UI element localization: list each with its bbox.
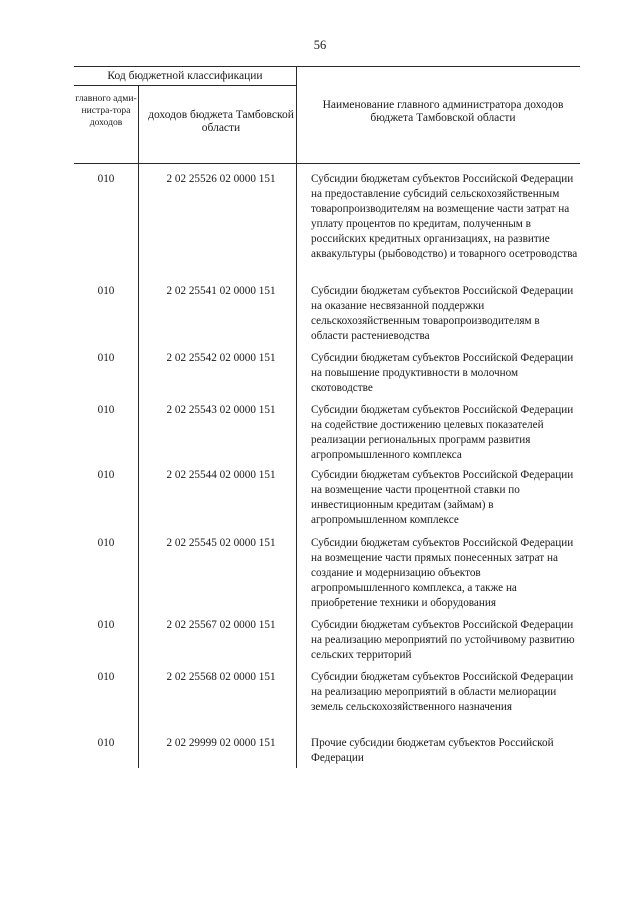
description-cell: Субсидии бюджетам субъектов Российской Федерации на реализацию мероприятий по устойчивому развитию сельских территорий xyxy=(311,619,575,661)
group-header-rule xyxy=(74,85,296,86)
budget-code-cell: 2 02 25567 02 0000 151 xyxy=(166,619,276,631)
column-divider-admin xyxy=(138,85,139,768)
budget-code-cell: 2 02 25542 02 0000 151 xyxy=(166,352,276,364)
admin-code-cell: 010 xyxy=(97,469,115,481)
admin-code-cell: 010 xyxy=(97,352,115,364)
admin-code-cell: 010 xyxy=(97,285,115,297)
budget-code-cell: 2 02 29999 02 0000 151 xyxy=(166,737,276,749)
header-bottom-rule xyxy=(74,163,580,164)
table-top-rule xyxy=(74,66,580,67)
column-header-admin: главного адми-нистра-тора доходов xyxy=(75,93,137,128)
description-cell: Субсидии бюджетам субъектов Российской Федерации на содействие достижению целевых показателей реализации региональных программ развития агропромышленного комплекса xyxy=(311,404,574,461)
admin-code-cell: 010 xyxy=(97,537,115,549)
page-number: 56 xyxy=(313,38,327,52)
column-header-code: доходов бюджета Тамбовской области xyxy=(148,109,294,134)
description-cell: Субсидии бюджетам субъектов Российской Федерации на оказание несвязанной поддержки сельскохозяйственным товаропроизводителям в области растениеводства xyxy=(311,285,574,342)
group-header-title: Код бюджетной классификации xyxy=(107,70,263,82)
description-cell: Субсидии бюджетам субъектов Российской Федерации на реализацию мероприятий в области мелиорации земель сельскохозяйственного назначения xyxy=(311,671,574,713)
budget-code-cell: 2 02 25545 02 0000 151 xyxy=(166,537,276,549)
budget-classification-table xyxy=(74,66,580,768)
budget-code-cell: 2 02 25541 02 0000 151 xyxy=(166,285,276,297)
budget-code-cell: 2 02 25543 02 0000 151 xyxy=(166,404,276,416)
admin-code-cell: 010 xyxy=(97,619,115,631)
description-cell: Субсидии бюджетам субъектов Российской Федерации на возмещение части прямых понесенных затрат на создание и модернизацию объектов агропромышленного комплекса, а также на приобретение техники и оборудования xyxy=(311,537,574,609)
budget-code-cell: 2 02 25526 02 0000 151 xyxy=(166,173,276,185)
description-cell: Субсидии бюджетам субъектов Российской Федерации на предоставление субсидий сельскохозяйственным товаропроизводителям на возмещение части затрат на уплату процентов по кредитам, полученным в российских кредитных организациях, на развитие аквакультуры (рыбоводство) и товарного осетроводства xyxy=(311,173,578,260)
budget-code-cell: 2 02 25568 02 0000 151 xyxy=(166,671,276,683)
description-cell: Субсидии бюджетам субъектов Российской Федерации на возмещение части процентной ставки по инвестиционным кредитам (займам) в агропромышленном комплексе xyxy=(311,469,574,526)
admin-code-cell: 010 xyxy=(97,404,115,416)
description-cell: Субсидии бюджетам субъектов Российской Федерации на повышение продуктивности в молочном скотоводстве xyxy=(311,352,574,394)
description-cell: Прочие субсидии бюджетам субъектов Российской Федерации xyxy=(311,737,554,764)
column-divider-code xyxy=(296,66,297,768)
admin-code-cell: 010 xyxy=(97,173,115,185)
admin-code-cell: 010 xyxy=(97,737,115,749)
budget-code-cell: 2 02 25544 02 0000 151 xyxy=(166,469,276,481)
admin-code-cell: 010 xyxy=(97,671,115,683)
column-header-name: Наименование главного администратора доходов бюджета Тамбовской области xyxy=(322,99,564,124)
